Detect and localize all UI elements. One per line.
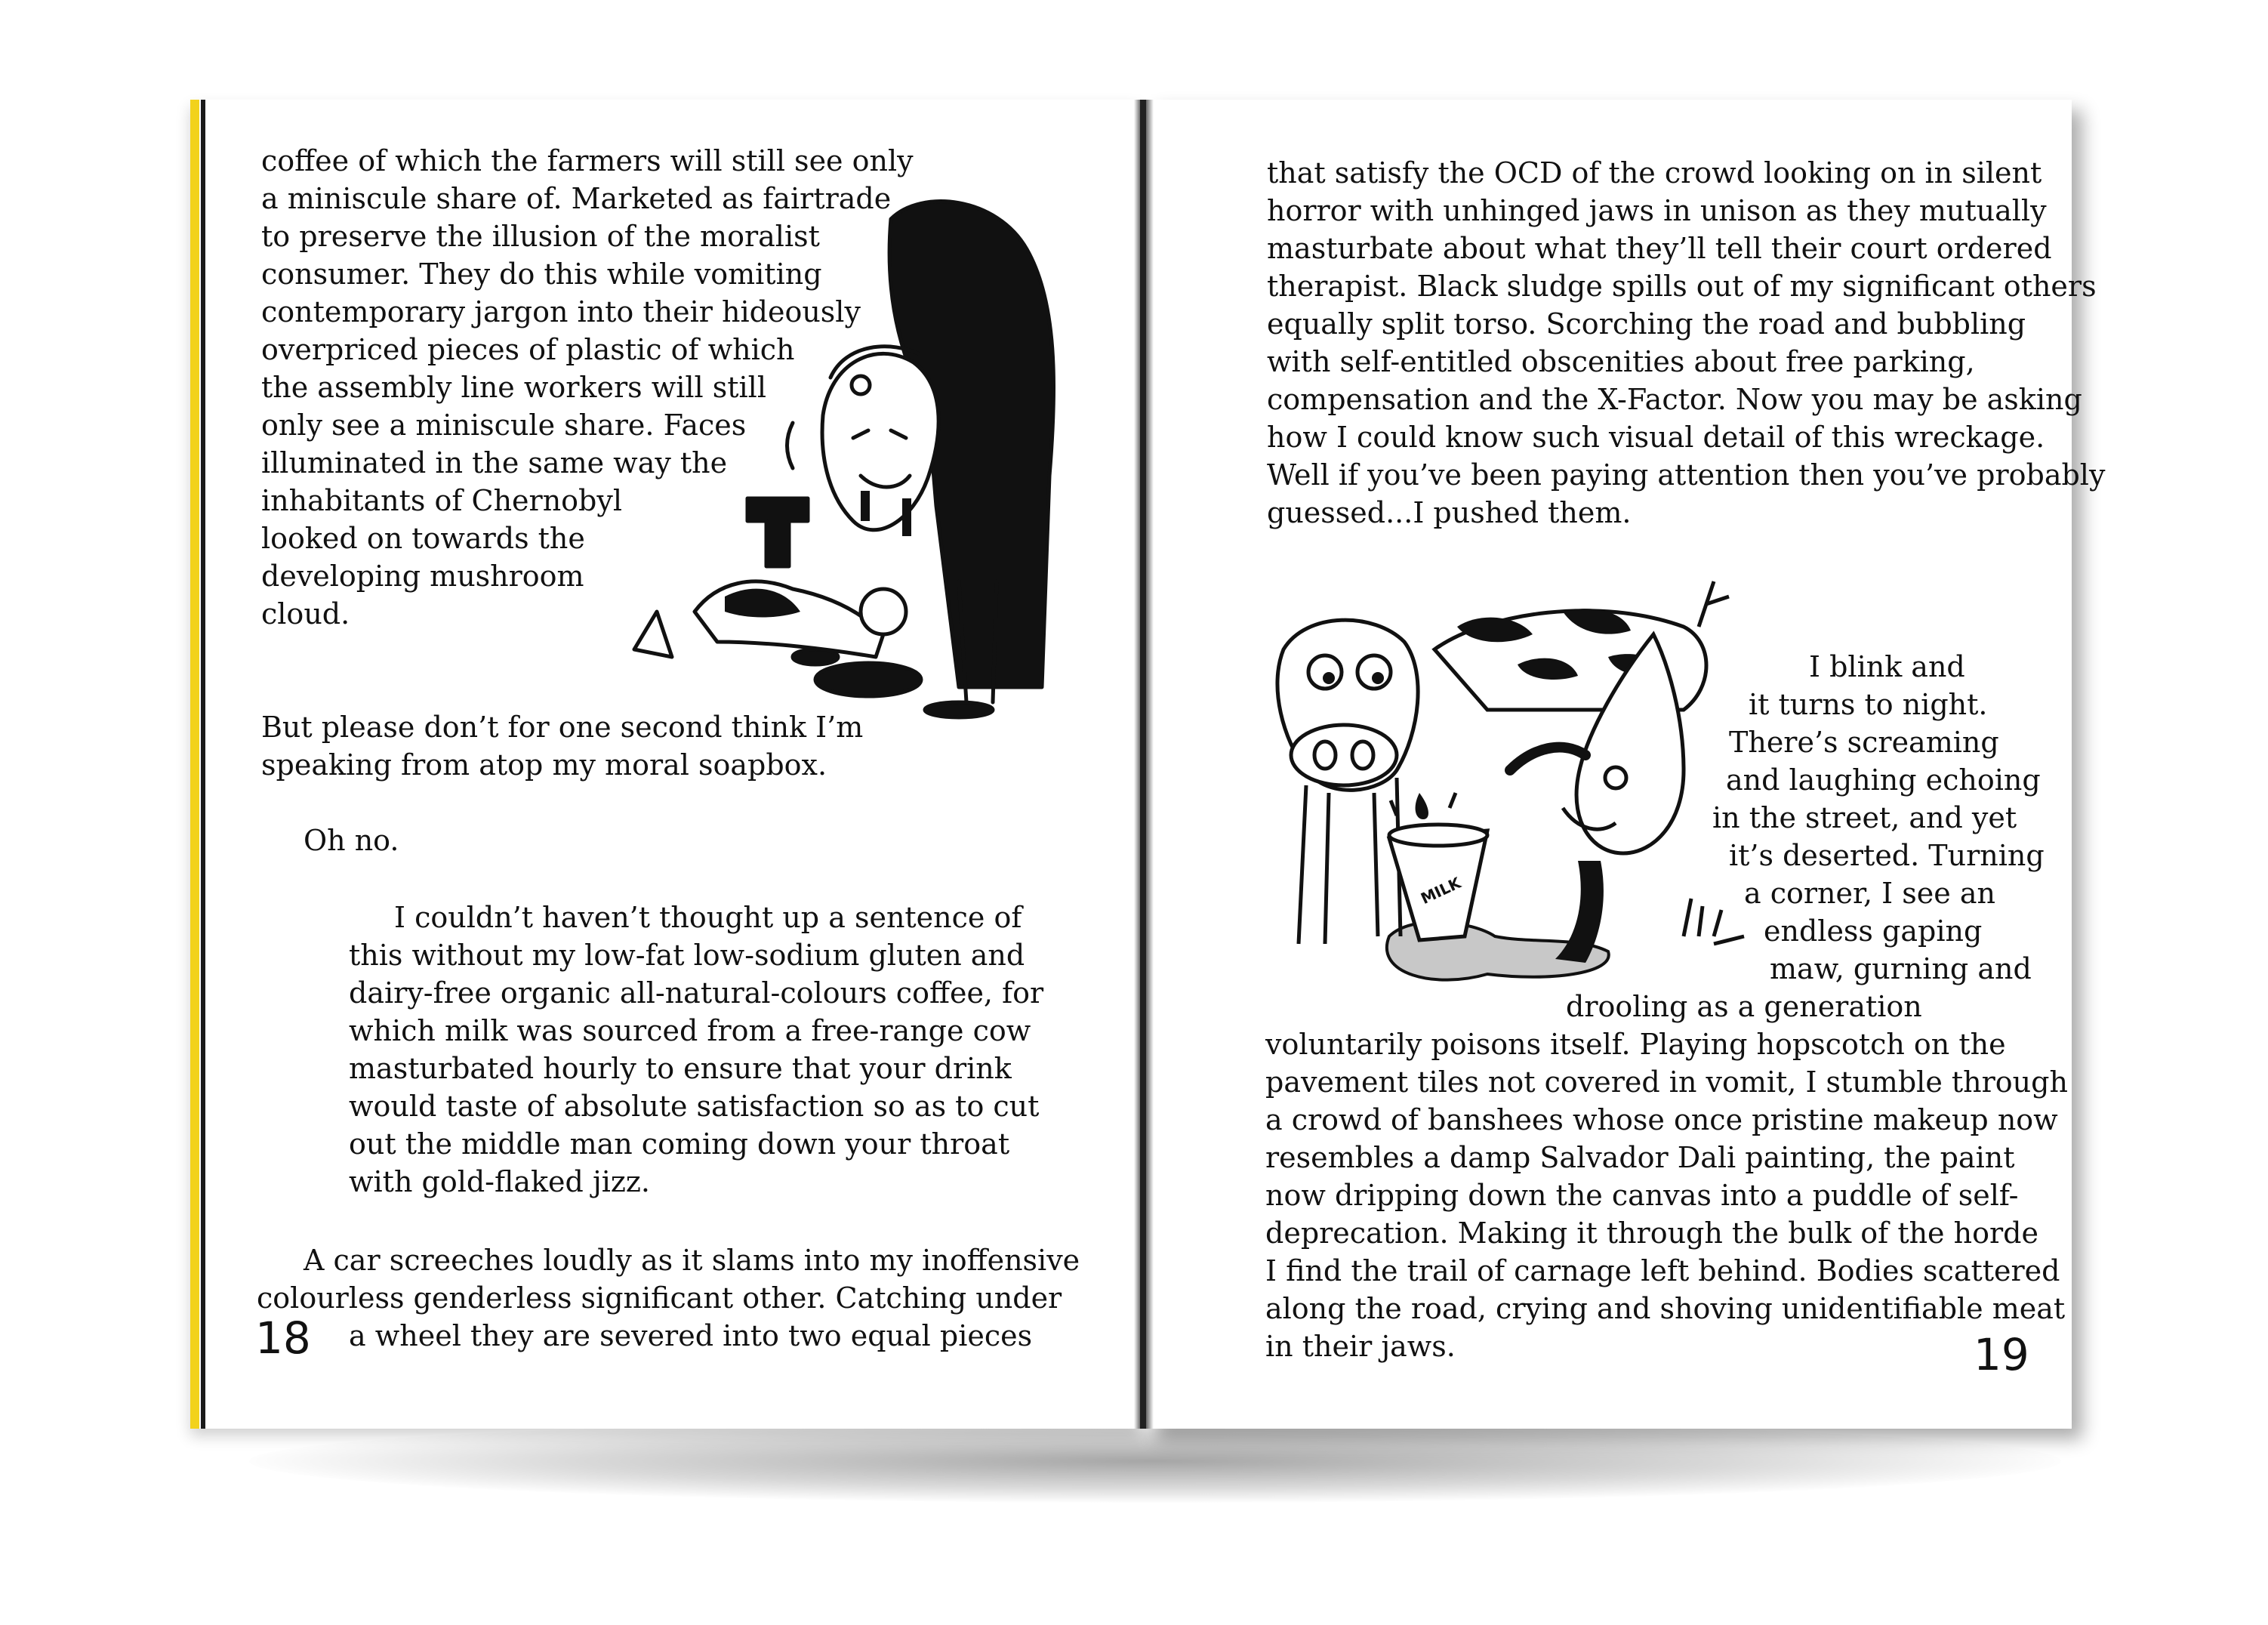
cow-eye	[1308, 655, 1342, 689]
text-line: But please don’t for one second think I’m	[261, 711, 864, 744]
text-line: it turns to night.	[1749, 688, 1988, 721]
text-line: I find the trail of carnage left behind. Bodies scattered	[1265, 1254, 2060, 1287]
cow-eye	[1357, 655, 1391, 689]
crawling-head	[861, 589, 906, 634]
text-line: guessed...I pushed them.	[1267, 496, 1632, 529]
text-line: it’s deserted. Turning	[1729, 839, 2045, 872]
text-line: dairy-free organic all-natural-colours coffee, for	[349, 976, 1044, 1010]
drinker-eye	[1605, 767, 1626, 788]
text-line: with gold-flaked jizz.	[349, 1165, 650, 1198]
text-line: illuminated in the same way the	[261, 446, 728, 479]
text-line: I blink and	[1809, 650, 1965, 683]
pale-face	[822, 353, 938, 529]
text-line: and laughing echoing	[1726, 763, 2041, 797]
text-line: coffee of which the farmers will still see only	[261, 144, 914, 177]
left-gutter-shade	[1134, 100, 1140, 1429]
text-line: speaking from atop my moral soapbox.	[261, 748, 827, 782]
text-line: looked on towards the	[261, 522, 585, 555]
spine-yellow-edge	[190, 100, 199, 1429]
sludge-puddle	[815, 663, 921, 696]
text-line: endless gaping	[1764, 914, 1983, 948]
text-line: how I could know such visual detail of this wreckage.	[1267, 421, 2045, 454]
text-line: Well if you’ve been paying attention then you’ve probably	[1267, 458, 2106, 492]
twig-icon	[1699, 581, 1729, 627]
text-line: now dripping down the canvas into a puddle of self-	[1265, 1179, 2019, 1212]
text-line: consumer. They do this while vomiting	[261, 257, 822, 291]
text-line: A car screeches loudly as it slams into my inoffensive	[304, 1244, 1080, 1277]
text-line: cloud.	[261, 597, 350, 631]
text-line: that satisfy the OCD of the crowd looking on in silent	[1267, 156, 2042, 190]
text-line: maw, gurning and	[1770, 952, 2032, 985]
text-line: developing mushroom	[261, 560, 584, 593]
right-gutter-shade	[1146, 100, 1154, 1429]
text-line: a miniscule share of. Marketed as fairtrade	[261, 182, 892, 215]
text-line: only see a miniscule share. Faces	[261, 409, 747, 442]
book-gutter	[1140, 100, 1146, 1429]
text-line: deprecation. Making it through the bulk of the horde	[1265, 1216, 2038, 1250]
cow-nostril	[1314, 742, 1336, 769]
cow-nostril	[1352, 742, 1373, 769]
text-line: a wheel they are severed into two equal pieces	[349, 1319, 1033, 1352]
text-line: in their jaws.	[1265, 1330, 1456, 1363]
oh-no-line: Oh no.	[304, 824, 399, 857]
text-line: voluntarily poisons itself. Playing hopscotch on the	[1265, 1028, 2006, 1061]
text-line: this without my low-fat low-sodium gluten and	[349, 939, 1025, 972]
grass-tuft	[1684, 899, 1744, 944]
text-line: along the road, crying and shoving unidentifiable meat	[1265, 1292, 2066, 1325]
text-line: a crowd of banshees whose once pristine makeup now	[1265, 1103, 2058, 1136]
text-line: inhabitants of Chernobyl	[261, 484, 623, 517]
text-line: which milk was sourced from a free-range cow	[349, 1014, 1031, 1047]
illustration-bowing-figure	[604, 189, 1072, 717]
motion-line	[787, 423, 793, 468]
cow-snout	[1291, 725, 1397, 785]
text-line: horror with unhinged jaws in unison as they mutually	[1267, 194, 2047, 227]
text-line: I couldn’t haven’t thought up a sentence of	[394, 901, 1022, 934]
black-shape	[747, 498, 808, 566]
text-line: resembles a damp Salvador Dali painting, the paint	[1265, 1141, 2015, 1174]
text-line: masturbate about what they’ll tell their court ordered	[1267, 232, 2052, 265]
drinking-straw-arm	[1510, 748, 1585, 770]
text-line: equally split torso. Scorching the road and bubbling	[1267, 307, 2026, 341]
crawling-body	[695, 581, 883, 657]
text-line: the assembly line workers will still	[261, 371, 766, 404]
page-number-right: 19	[1974, 1329, 2029, 1380]
text-line: to preserve the illusion of the moralist	[261, 220, 820, 253]
page-number-left: 18	[255, 1312, 311, 1364]
drip	[861, 491, 870, 521]
text-line: drooling as a generation	[1566, 990, 1922, 1023]
milk-drip	[1416, 793, 1428, 819]
book-shadow	[249, 1420, 2061, 1503]
text-line: in the street, and yet	[1712, 801, 2017, 834]
text-line: pavement tiles not covered in vomit, I stumble through	[1265, 1065, 2068, 1099]
crawling-foot	[634, 612, 672, 657]
cow-legs	[1299, 778, 1401, 944]
text-line: compensation and the X-Factor. Now you may be asking	[1267, 383, 2082, 416]
text-line: colourless genderless significant other. Catching under	[257, 1281, 1062, 1315]
text-line: would taste of absolute satisfaction so as to cut	[349, 1090, 1040, 1123]
drip	[902, 498, 911, 536]
spine-dark-edge	[201, 100, 205, 1429]
text-line: with self-entitled obscenities about free parking,	[1267, 345, 1975, 378]
text-line: masturbated hourly to ensure that your drink	[349, 1052, 1012, 1085]
text-line: a corner, I see an	[1744, 877, 1995, 910]
hat-knob	[852, 376, 870, 394]
text-line: therapist. Black sludge spills out of my significant others	[1267, 270, 2097, 303]
text-line: overpriced pieces of plastic of which	[261, 333, 795, 366]
text-line: There’s screaming	[1729, 726, 1999, 759]
text-line: out the middle man coming down your throat	[349, 1127, 1010, 1161]
text-line: contemporary jargon into their hideously	[261, 295, 861, 328]
illustration-cow-milk	[1261, 581, 1759, 989]
sludge-drop	[925, 702, 993, 717]
cup-label: MILK	[1418, 873, 1464, 908]
